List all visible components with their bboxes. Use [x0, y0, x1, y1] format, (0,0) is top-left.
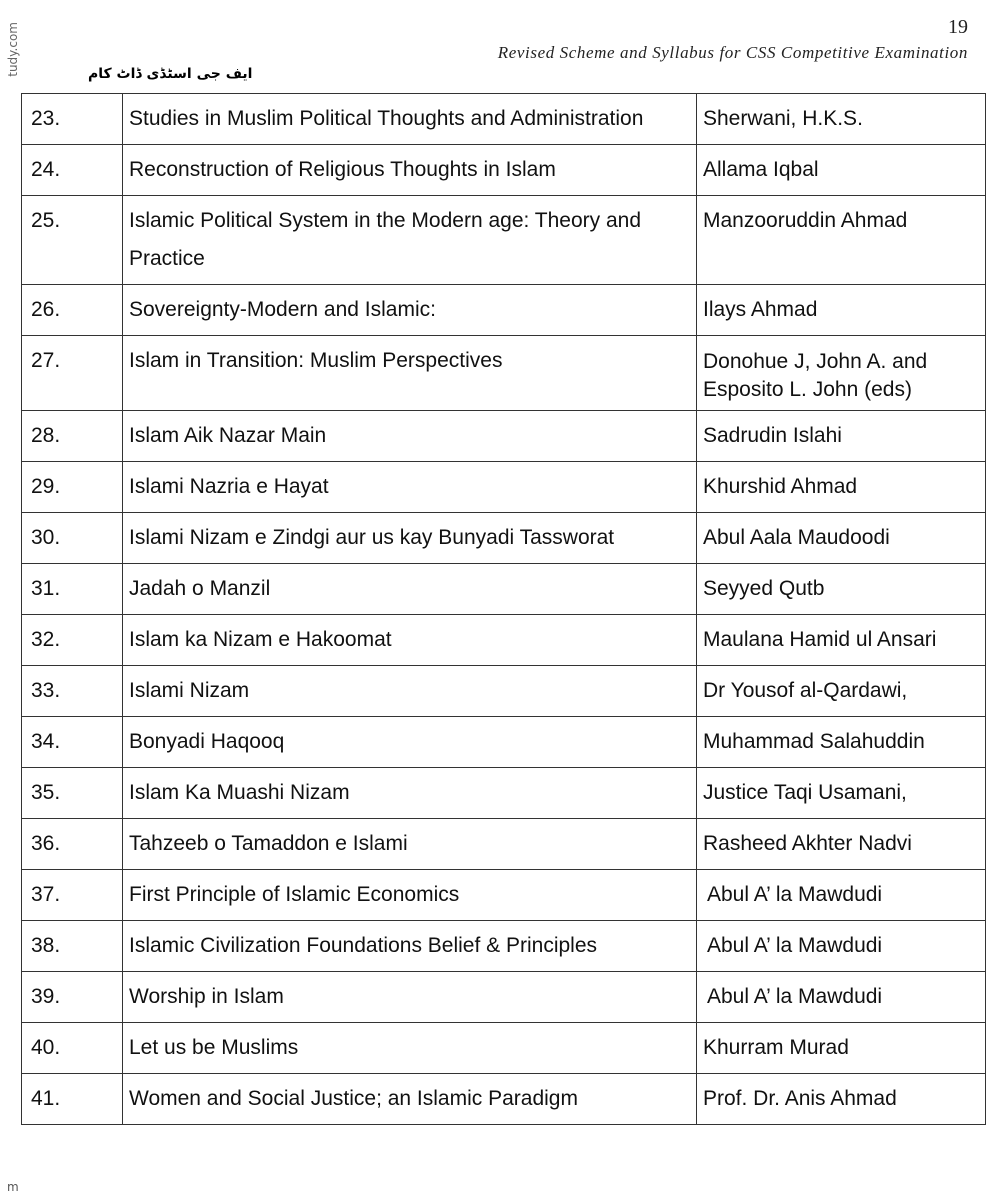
table-row: [22, 1023, 986, 1074]
row-number: 37.: [22, 870, 123, 921]
book-author: Sherwani, H.K.S.: [697, 94, 986, 145]
book-author: Dr Yousof al-Qardawi,: [697, 666, 986, 717]
row-number: 40.: [22, 1023, 123, 1074]
book-title: Jadah o Manzil: [123, 564, 697, 615]
row-number: 41.: [22, 1074, 123, 1125]
table-row: [22, 285, 986, 336]
row-number: 27.: [22, 336, 123, 411]
running-header: Revised Scheme and Syllabus for CSS Competitive Examination: [497, 43, 968, 62]
book-author: Sadrudin Islahi: [697, 411, 986, 462]
book-author: Donohue J, John A. and Esposito L. John (eds): [697, 336, 986, 411]
table-row: [22, 615, 986, 666]
book-title: Worship in Islam: [123, 972, 697, 1023]
book-author: Ilays Ahmad: [697, 285, 986, 336]
book-title: Let us be Muslims: [123, 1023, 697, 1074]
row-number: 30.: [22, 513, 123, 564]
row-number: 36.: [22, 819, 123, 870]
site-watermark-urdu: ایف جی اسٹڈی ڈاٹ کام: [88, 66, 253, 82]
side-watermark: tudy.com: [6, 22, 20, 77]
row-number: 38.: [22, 921, 123, 972]
table-row: [22, 768, 986, 819]
book-author: Allama Iqbal: [697, 145, 986, 196]
row-number: 23.: [22, 94, 123, 145]
table-row: [22, 94, 986, 145]
book-author: Maulana Hamid ul Ansari: [697, 615, 986, 666]
table-row: [22, 666, 986, 717]
book-title: Islam Ka Muashi Nizam: [123, 768, 697, 819]
row-number: 35.: [22, 768, 123, 819]
book-author: Seyyed Qutb: [697, 564, 986, 615]
row-number: 24.: [22, 145, 123, 196]
table-row: [22, 717, 986, 768]
book-title: Islam Aik Nazar Main: [123, 411, 697, 462]
table-row: [22, 513, 986, 564]
book-author: Muhammad Salahuddin: [697, 717, 986, 768]
book-author: Justice Taqi Usamani,: [697, 768, 986, 819]
book-author: Manzooruddin Ahmad: [697, 196, 986, 285]
book-author: Abul Aala Maudoodi: [697, 513, 986, 564]
book-title: Islam in Transition: Muslim Perspectives: [123, 336, 697, 411]
book-author: Abul A’ la Mawdudi: [697, 921, 986, 972]
reading-list-table: [21, 93, 986, 1125]
book-author: Abul A’ la Mawdudi: [697, 870, 986, 921]
book-title: Bonyadi Haqooq: [123, 717, 697, 768]
book-title: Islami Nazria e Hayat: [123, 462, 697, 513]
table-row: [22, 819, 986, 870]
table-row: [22, 870, 986, 921]
book-author: Abul A’ la Mawdudi: [697, 972, 986, 1023]
row-number: 33.: [22, 666, 123, 717]
book-author: Prof. Dr. Anis Ahmad: [697, 1074, 986, 1125]
book-title: First Principle of Islamic Economics: [123, 870, 697, 921]
table-row: [22, 196, 986, 285]
book-title: Women and Social Justice; an Islamic Paradigm: [123, 1074, 697, 1125]
book-title: Studies in Muslim Political Thoughts and Administration: [123, 94, 697, 145]
row-number: 28.: [22, 411, 123, 462]
book-author: Khurshid Ahmad: [697, 462, 986, 513]
reading-list-body: [22, 94, 986, 1125]
table-row: [22, 921, 986, 972]
page-number: 19: [948, 16, 968, 38]
book-title: Islam ka Nizam e Hakoomat: [123, 615, 697, 666]
book-title: Sovereignty-Modern and Islamic:: [123, 285, 697, 336]
book-title: Tahzeeb o Tamaddon e Islami: [123, 819, 697, 870]
book-title: Islamic Political System in the Modern age: Theory and Practice: [123, 196, 697, 285]
row-number: 32.: [22, 615, 123, 666]
row-number: 26.: [22, 285, 123, 336]
table-row: [22, 1074, 986, 1125]
table-row: [22, 411, 986, 462]
side-watermark-bottom: m: [7, 1180, 19, 1194]
table-row: [22, 972, 986, 1023]
row-number: 25.: [22, 196, 123, 285]
row-number: 39.: [22, 972, 123, 1023]
table-row: [22, 336, 986, 411]
book-title: Islamic Civilization Foundations Belief & Principles: [123, 921, 697, 972]
table-row: [22, 145, 986, 196]
book-title: Islami Nizam e Zindgi aur us kay Bunyadi Tassworat: [123, 513, 697, 564]
book-author: Khurram Murad: [697, 1023, 986, 1074]
row-number: 34.: [22, 717, 123, 768]
book-title: Reconstruction of Religious Thoughts in Islam: [123, 145, 697, 196]
row-number: 31.: [22, 564, 123, 615]
table-row: [22, 564, 986, 615]
row-number: 29.: [22, 462, 123, 513]
table-row: [22, 462, 986, 513]
book-title: Islami Nizam: [123, 666, 697, 717]
book-author: Rasheed Akhter Nadvi: [697, 819, 986, 870]
